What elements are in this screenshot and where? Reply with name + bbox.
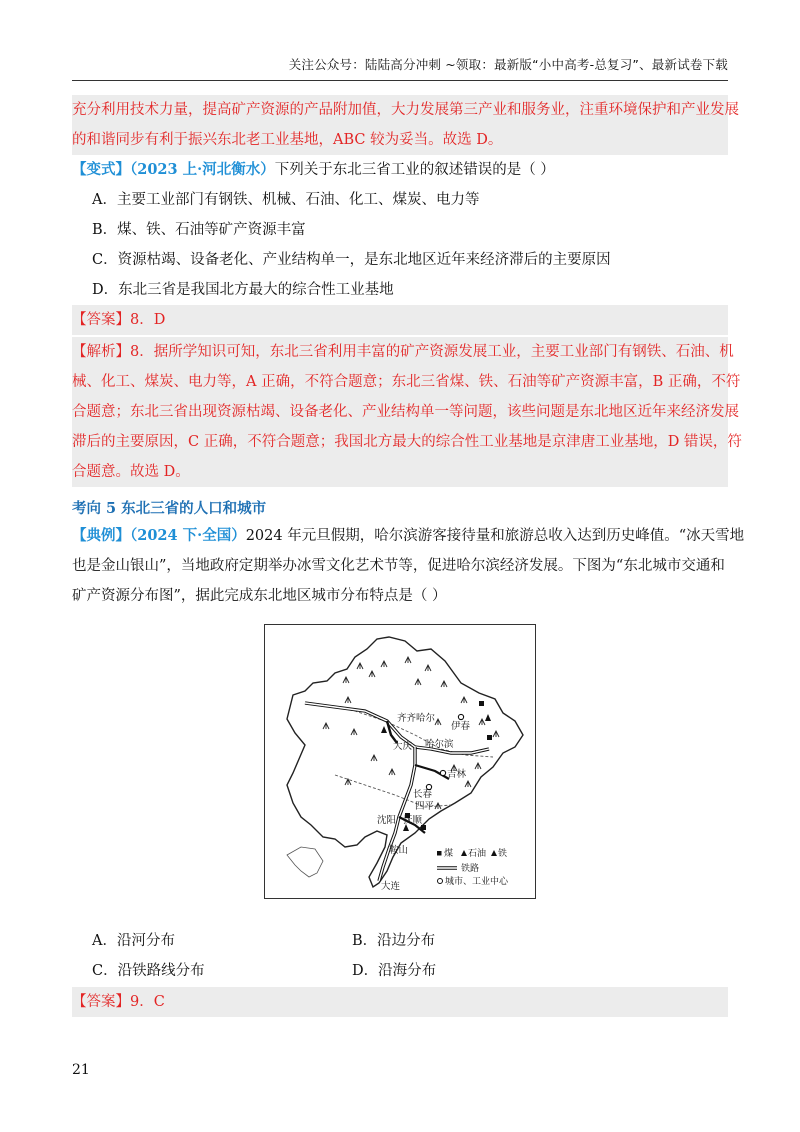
q8-answer-value: 8．D	[130, 312, 166, 328]
q8-source: （2023 上·河北衡水）	[130, 161, 275, 178]
q9-option-a: A．沿河分布	[92, 933, 175, 949]
section-title: 考向 5 东北三省的人口和城市	[72, 500, 267, 517]
map-legend	[437, 847, 509, 887]
q8-analysis-line-5: 合题意。故选 D。	[72, 464, 190, 480]
q9-answer-value: 9．C	[130, 994, 165, 1010]
q9-option-b: B．沿边分布	[352, 933, 436, 949]
q8-stem	[72, 155, 728, 185]
page-number: 21	[72, 1062, 90, 1078]
q9-stem-block	[72, 521, 745, 611]
map-city-fushun: 抚顺	[403, 815, 423, 826]
q9-stem-line-2: 也是金山银山”，当地政府定期举办冰雪文化艺术节等，促进哈尔滨经济发展。下图为“东北城市交通和	[72, 558, 725, 574]
map-city-dalian: 大连	[381, 881, 401, 892]
q9-stem-text-1: 2024 年元旦假期，哈尔滨游客接待量和旅游总收入达到历史峰值。“冰天雪地	[245, 528, 745, 544]
q8-option-b: B．煤、铁、石油等矿产资源丰富	[92, 222, 306, 238]
coast-west	[287, 847, 323, 877]
q8-option-c: C．资源枯竭、设备老化、产业结构单一，是东北地区近年来经济滞后的主要原因	[92, 252, 611, 268]
q9-option-d: D．沿海分布	[352, 963, 437, 979]
q9-answer-tag: 【答案】	[72, 994, 130, 1010]
q9-tag: 【典例】	[72, 527, 130, 544]
legend-railway: 铁路	[461, 864, 480, 874]
map-city-shenyang: 沈阳	[377, 815, 397, 826]
q8-answer-tag: 【答案】	[72, 312, 130, 328]
q8-tag: 【变式】	[72, 161, 130, 178]
q8-analysis-line-3: 合题意；东北三省出现资源枯竭、设备老化、产业结构单一等问题，该些问题是东北地区近年来经济发展	[72, 404, 739, 420]
map-svg	[265, 625, 535, 898]
q8-option-d: D．东北三省是我国北方最大的综合性工业基地	[92, 282, 394, 298]
q9-option-c: C．沿铁路线分布	[92, 963, 205, 979]
q8-stem-text: 下列关于东北三省工业的叙述错误的是（ ）	[274, 162, 555, 178]
q8-analysis-tag: 【解析】	[72, 344, 130, 360]
map-city-jilin: 吉林	[447, 769, 467, 780]
q8-option-a: A．主要工业部门有钢铁、机械、石油、化工、煤炭、电力等	[92, 192, 480, 208]
map-city-qiqihar: 齐齐哈尔	[397, 713, 436, 724]
q8-analysis-text-1: 8．据所学知识可知，东北三省利用丰富的矿产资源发展工业，主要工业部门有钢铁、石油、机	[130, 344, 734, 360]
legend-iron: 铁	[498, 849, 508, 859]
q8-analysis-block	[72, 337, 742, 487]
map-city-anshan: 鞍山	[389, 845, 409, 856]
prev-analysis-line-1: 充分利用技术力量，提高矿产资源的产品附加值，大力发展第三产业和服务业，注重环境保护和产业发展	[72, 102, 739, 118]
page-header: 关注公众号：陆陆高分冲刺 ~领取：最新版“小中高考-总复习”、最新试卷下载	[288, 57, 728, 72]
q8-analysis-line-2: 械、化工、煤炭、电力等，A 正确，不符合题意；东北三省煤、铁、石油等矿产资源丰富，B 正确，不符	[72, 374, 741, 390]
q8-answer	[72, 305, 728, 335]
map-city-changchun: 长春	[413, 789, 433, 800]
prev-analysis-block	[72, 95, 739, 155]
q8-analysis-line-1	[72, 337, 734, 367]
q8-analysis-line-4: 滞后的主要原因，C 正确，不符合题意；我国北方最大的综合性工业基地是京津唐工业基地，D 错误，符	[72, 434, 742, 450]
legend-city: 城市、工业中心	[445, 877, 509, 887]
northeast-map	[264, 624, 536, 899]
legend-coal: 煤	[444, 849, 454, 859]
map-city-yichun: 伊春	[451, 721, 471, 732]
q9-answer	[72, 987, 728, 1017]
map-city-harbin: 哈尔滨	[425, 739, 454, 750]
header-divider	[72, 80, 728, 81]
map-city-siping: 四平	[415, 801, 435, 812]
q9-source: （2024 下·全国）	[130, 527, 246, 544]
prev-analysis-line-2: 的和谐同步有利于振兴东北老工业基地，ABC 较为妥当。故选 D。	[72, 132, 503, 148]
map-city-daqing: 大庆	[393, 741, 413, 752]
legend-oil: 石油	[468, 849, 487, 859]
q9-stem-line-1	[72, 521, 745, 551]
q9-stem-line-3: 矿产资源分布图”，据此完成东北地区城市分布特点是（ ）	[72, 588, 447, 604]
